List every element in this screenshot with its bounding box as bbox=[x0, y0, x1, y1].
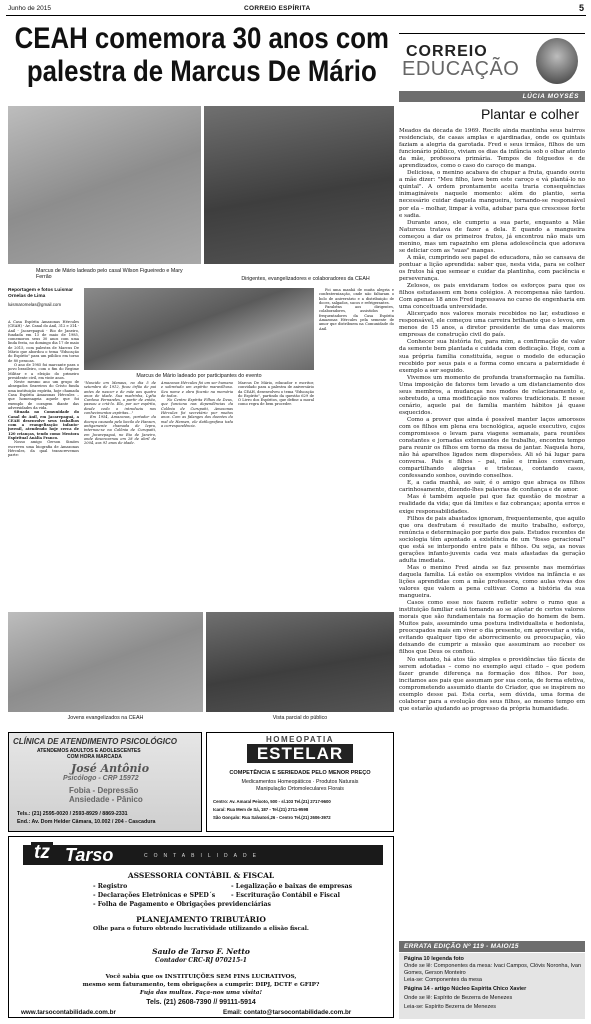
ad-tarso bbox=[8, 836, 394, 1018]
article-p1: A Casa Espírita Amazonas Hércules (CEAH) - Av. Canal do Anil, 312 e 314 - Anil - Jacarepaguá - Rio de Janeiro, fundada em 13 de maio de 1985, comemorou seus 30 anos com uma linda festa, no domingo dia 17 de maio de 2015, com palestra de Marcus De Mário que abordou o tema "Educação do Espírito" para um público em torno de 80 pessoas. bbox=[8, 320, 79, 363]
homeo-a3: São Gonçalo: Rua Salvatori,26 - Centro Tel.(21) 2606-3972 bbox=[213, 815, 331, 820]
column-p13: Mas o menino Fred ainda se faz presente nas memórias daquela família. Lá estão os exemplos vividos na infância e as lições aprendidas com a mãe professora, como aulas vivas dos valores que valem a pena cultivar. Como a história da sua mangueira. bbox=[399, 564, 585, 600]
article-p3: Neste mesmo ano um grupo de abnegados Seareiros do Cristo funda uma instituição espírita, hoje chamada Casa Espírita Amazonas Hércules – que homenageia aquele que foi exemplo de coragem diante das adversidades da vida. bbox=[8, 380, 79, 410]
errata-line-1: Página 10 legenda foto bbox=[404, 956, 464, 962]
column-title: Plantar e colher bbox=[480, 106, 579, 122]
clinic-sub1: ATENDEMOS ADULTOS E ADOLESCENTES bbox=[37, 748, 141, 754]
clinic-sub2: COM HORA MARCADA bbox=[67, 754, 122, 760]
tarso-note3: Fuja das multas. Faça-nos uma visita! bbox=[139, 990, 263, 996]
author-photo bbox=[536, 38, 578, 84]
clinic-name: José Antônio bbox=[71, 762, 150, 775]
article-p7: Em 1954, Amazonas, portador da doença causada pelo bacilo de Hansen, antigamente chamada de lepra, internou-se na Colônia de Curupaiti, em Jacarepaguá, no Rio de Janeiro, onde desencarnou em 28 de abril de 2004, aos 91 anos de idade. bbox=[84, 415, 156, 446]
errata-line-2: Onde se lê: Componentes da mesa: Ivaci Campos, Clóvis Noronha, Ivan Gomes, Gerson Monteiro bbox=[404, 963, 582, 976]
errata-line-3: Leia-se: Componentes da mesa bbox=[404, 977, 482, 983]
ad-homeopatia bbox=[206, 732, 394, 832]
page-number: 5 bbox=[579, 3, 585, 13]
errata-line-4: Página 14 - artigo Núcleo Espírita Chico Xavier bbox=[404, 986, 527, 992]
photo-dirigentes bbox=[204, 106, 394, 264]
email: luismarornelas@gmail.com bbox=[8, 302, 62, 307]
article-col-5 bbox=[319, 288, 394, 608]
tarso-note1: Você sabia que os INSTITUIÇÕES SEM FINS LUCRATIVOS, bbox=[105, 974, 297, 980]
article-p12: Parabéns aos dirigentes, colaboradores, assistidos e frequentadores da Casa Espírita Amazonas Hércules pela semente de amor que distribuem na Comunidade do Anil. bbox=[319, 305, 394, 331]
article-p6: "Nascido em Manaus, no dia 5 de setembro de 1912, ficou órfão de pai antes de nascer e de mãe aos quatro anos de idade. Sua madrinha, Lydia Cardoso Fernandes, a partir de então, passou a criá-lo. Ela, por ser espírita, desde cedo o introduziu nos conhecimentos espíritas..." bbox=[84, 381, 156, 416]
article-p9: No Centro Espírita Filhos de Deus, que funciona nas dependências da Colônia de Curupaiti, Amazonas Hércules foi secretário por muitos anos. Com as falanges dos doentes do mal de Hansen, ele datilografava toda a correspondência. bbox=[161, 398, 233, 428]
column-brand-top: CORREIO bbox=[406, 43, 488, 60]
article-p10: Marcus De Mário, educador e escritor, convidado para a palestra de aniversário da CEAH, desenvolveu o tema "Educação do Espírito", partindo da questão 629 de O Livro dos Espíritos, que define a moral como regra de bem proceder. bbox=[238, 381, 314, 407]
errata-line-5: Onde se lê: Espírito de Bezerra de Menezes bbox=[404, 995, 513, 1001]
paper-name: CORREIO ESPÍRITA bbox=[244, 5, 311, 12]
article-col-3 bbox=[161, 381, 233, 607]
clinic-crp: Psicólogo - CRP 15972 bbox=[63, 775, 139, 782]
column-p15: No entanto, há atos tão simples e providências tão fáceis de serem adotadas – como no exemplo aqui citado – que podem fazer grande diferença na formação dos filhos. Por isso, incitamos aos pais que assumam por sua conta, de forma efetiva, comprometendo assumido diante do Criador, que se inspirem no exemplo desse pai. Esta certa, sem dúvida, uma forma de colaborar para a evolução dos seus filhos, ao mesmo tempo em que estarão ajudando ao progresso da própria humanidade. bbox=[399, 656, 585, 712]
header-rule bbox=[6, 15, 586, 16]
column-author: LÚCIA MOYSÉS bbox=[399, 91, 585, 102]
photo-participantes bbox=[84, 288, 314, 370]
caption-dirigentes: Dirigentes, evangelizadores e colaboradores da CEAH bbox=[241, 276, 370, 282]
homeo-a2: Icaraí: Rua Mem de Sá, 187 - Tel.(21) 2711-9598 bbox=[213, 807, 309, 812]
ad-clinic bbox=[8, 732, 202, 832]
tarso-sig2: Contador CRC-RJ 070215-1 bbox=[155, 957, 247, 964]
column-p9: Como a prover que ainda é possível manter laços amorosos com os filhos em plena era tecnológica, aquele executivo, cujos compromissos o levam para viagens semanais, para reuniões constantes e jornadas extenuantes de trabalho, encontra tempo para reunir os filhos em torno da mesa de jantar. Naquela hora, não há aparelhos ligados nem dispersões. Ali só há lugar para conversa. Pais e filhos – pai, mãe e irmãos conversam, compartilhando alegrias e tristezas, contando casos, confessando sonhos, ouvindo conselhos. bbox=[399, 416, 585, 480]
page-date: Junho de 2015 bbox=[8, 5, 52, 12]
tarso-web[interactable]: www.tarsocontabilidade.com.br bbox=[21, 1009, 116, 1016]
article-p2: O ano de 1985 foi marcante para o povo brasileiro, com o fim do Regime Militar e a eleição do primeiro presidente civil, em vinte anos. bbox=[8, 362, 79, 380]
tarso-sig1: Saulo de Tarso F. Netto bbox=[152, 947, 250, 956]
homeo-a1: Centro: Av. Amaral Peixoto, 500 - sl.103 Tel.(21) 2717-9600 bbox=[213, 799, 331, 804]
tarso-sub: CONTABILIDADE bbox=[144, 853, 262, 859]
byline: Reportagem e fotos Luismar Ornelas de Lima bbox=[8, 288, 74, 299]
article-p11: Foi uma manhã de muita alegria e confraternização, onde não faltaram o bolo de aniversário e a distribuição de doces, salgados, sucos e refrigerantes. bbox=[319, 288, 394, 305]
column-p1: Meados da década de 1969. Recife ainda mantinha seus bairros residenciais, de casas amplas e ajardinadas, onde os quintais faziam a alegria da garotada. Fred e seus irmãos, filhos de um funcionário público, viviam os dias da infância sob o olhar atento da mãe, professora primária. Tempos de folguedos e de aprendizados, como o caso do caroço de manga. bbox=[399, 128, 585, 170]
column-p4: A mãe, cumprindo seu papel de educadora, não se cansava de pontuar a lição aprendida: saber que, nesta vida, para se colher os frutos há que semear e cuidar da plantinha, com paciência e perseverança. bbox=[399, 254, 585, 282]
tarso-mail[interactable]: Email: contato@tarsocontabilidade.com.br bbox=[223, 1009, 352, 1016]
homeo-brand: ESTELAR bbox=[247, 744, 353, 763]
column-p10: E, a cada manhã, ao sair, é o amigo que abraça os filhos carinhosamente, dizendo-lhes palavras de confiança e de amor. bbox=[399, 480, 585, 494]
caption-participantes: Marcus de Mário ladeado por participantes do evento bbox=[136, 373, 262, 379]
article-col-4b bbox=[238, 381, 314, 607]
tarso-r1: - Legalização e baixas de empresas bbox=[231, 883, 353, 890]
caption-marcus-couple: Marcus de Mário ladeado pelo casal Wilson Figueiredo e Mary Ferrão bbox=[36, 268, 183, 281]
clinic-addr: End.: Av. Dom Helder Câmara, 10.002 / 204 - Cascadura bbox=[17, 819, 156, 825]
column-body bbox=[399, 128, 585, 937]
homeo-tag: COMPETÊNCIA E SERIEDADE PELO MENOR PREÇO bbox=[229, 770, 371, 776]
article-p4: Situada no Comunidade do Canal do Anil, em Jacarepaguá, a CEAH desenvolve seus trabalhos com a evangelização infanto-juvenil, atendendo hoje cerca de 120 crianças, tendo como Mentora Espiritual Anália Franco. bbox=[8, 410, 79, 441]
column-brand-bottom: EDUCAÇÃO bbox=[402, 58, 520, 80]
tarso-note2: mesmo sem faturamento, tem obrigações a cumprir: DIPJ, DCTF e GFIP? bbox=[82, 982, 320, 988]
article-col-2 bbox=[84, 381, 156, 607]
homeo-l1: Medicamentos Homeopáticos · Produtos Naturais bbox=[241, 779, 359, 785]
column-p14: Casos como esse nos fazem refletir sobre o rumo que a instituição familiar está tomando ao se afastar de certos valores morais que são fundamentais na formação do homem de bem. Muitos pais, assumindo uma postura individualista e hedonista, preocupados mais em viver o dia presente, em aproveitar a vida, evitando qualquer tipo de aborrecimento ou preocupação, vão deixando de cumprir a missão que assumiram ao receber os filhos que Deus os confiou. bbox=[399, 600, 585, 656]
tarso-title: ASSESSORIA CONTÁBIL & FISCAL bbox=[127, 871, 275, 880]
clinic-items: Fobia - Depressão Ansiedade - Pânico bbox=[69, 786, 143, 804]
caption-publico: Vista parcial do público bbox=[272, 715, 328, 721]
clinic-title: CLÍNICA DE ATENDIMENTO PSICOLÓGICO bbox=[13, 737, 178, 746]
column-p2: Deliciosa, o menino acabava de chupar a fruta, quando ouviu a mãe dizer: "Meu filho, lave bem este caroço e vá plantá-lo no quintal". A ordem prontamente aceita traria consequências inimagináveis naquele momento: além do plantio, seria necessário cuidar daquela mangueira, tornando-se responsável por ela – molhar, limpar à volta, adubar para que crescesse forte e sadia. bbox=[399, 170, 585, 219]
tarso-l2: - Declarações Eletrônicas e SPED´s bbox=[93, 892, 216, 899]
tarso-logo: Tarso bbox=[65, 845, 114, 865]
headline: CEAH comemora 30 anos com palestra de Marcus De Mário bbox=[14, 22, 389, 88]
photo-publico bbox=[206, 612, 394, 712]
clinic-tel: Tels.: (21) 2595-0020 / 2593-8929 / 8869-2331 bbox=[17, 811, 128, 817]
column-p3: Durante anos, ele cumpriu a sua parte, enquanto a Mãe Natureza tratava de fazer a dela. E quando a mangueira começou a dar os primeiros frutos, já encontrou não mais um menino, mas um rapazinho em plena adolescência que adorava se deliciar com as "suas" mangas. bbox=[399, 219, 585, 254]
photo-jovens bbox=[8, 612, 203, 712]
tarso-logo-mark: tz bbox=[31, 842, 53, 864]
tarso-l3: - Folha de Pagamento e Obrigações previdenciárias bbox=[93, 901, 271, 908]
photo-marcus-couple bbox=[8, 106, 201, 264]
article-col-1 bbox=[8, 320, 79, 607]
column-p6: Alicerçado nos valores morais recebidos no lar, estudioso e responsável, ele começou uma carreira brilhante que o levou, em menos de 15 anos, a diretor presidente de uma das maiores empresas de construção civil do país. bbox=[399, 311, 585, 339]
errata-title: ERRATA EDIÇÃO Nº 119 - MAIO/15 bbox=[399, 941, 585, 952]
homeo-l2: Manipulação Ortomoleculares Florais bbox=[256, 786, 344, 792]
errata-line-6: Leia-se: Espírito Bezerra de Menezes bbox=[404, 1004, 497, 1010]
tarso-l1: - Registro bbox=[93, 883, 128, 890]
column-p8: Vivemos um momento de profunda transformação na família. Uma imposição de fatores tem levado a um distanciamento dos seus membros, a mudanças nos modos de relacionamento e, sobretudo, a uma modificação nos valores tradicionais. E nesse cenário, aquele pai de família mantém hábitos já quase esquecidos. bbox=[399, 374, 585, 416]
tarso-plan: PLANEJAMENTO TRIBUTÁRIO bbox=[136, 915, 266, 924]
column-p5: Zelosos, os pais envidaram todos os esforços para que os filhos estudassem em bons colégios. A recompensa não tardou. Com apenas 18 anos Fred ingressava no curso de engenharia em uma conceituada universidade. bbox=[399, 283, 585, 311]
column-p12: Filhos de pais abastados ignoram, frequentemente, que aquilo que ora desfrutam é resultado de muito trabalho, esforço, renúncia e determinação por parte dos pais. Estudos recentes de sociologia têm apontado a existência de um "fosso geracional" que está se interpondo entre pais e filhos. Ou seja, as novas gerações infanto-juvenis cada vez mais afastadas da geração adulta imediata. bbox=[399, 515, 585, 564]
caption-jovens: Jovens evangelizados na CEAH bbox=[67, 715, 144, 721]
article-p8: Amazonas Hércules foi um ser humano e sobretudo um espírito maravilhoso. Seu nome e obra ficarão na memória de todos. bbox=[161, 381, 233, 398]
tarso-plan-sub: Olhe para o futuro obtendo lucratividade utilizando a elisão fiscal. bbox=[93, 926, 309, 932]
tarso-r2: - Escrituração Contábil e Fiscal bbox=[231, 892, 341, 899]
column-p11: Mas é também aquele pai que faz questão de mostrar a realidade da vida; que dá limites e faz cobranças; aponta erros e exige responsabilidades. bbox=[399, 494, 585, 515]
homeo-top: HOMEOPATIA bbox=[265, 735, 335, 744]
column-p7: Conhecer sua história foi, para mim, a confirmação de valor da semente bem plantada e cuidada com dedicação. Hoje, com a sua própria família constituída, segue o modelo de educação recebido por seus pais e a forma como encara a paternidade é exemplo a ser seguido. bbox=[399, 339, 585, 374]
tarso-tel: Tels. (21) 2608-7390 // 99111-5914 bbox=[146, 999, 256, 1006]
article-p5: Nosso amigo Gerson Simões escreveu uma biografia de Amazonas Hércules, da qual transcrevemos parte: bbox=[8, 440, 79, 458]
